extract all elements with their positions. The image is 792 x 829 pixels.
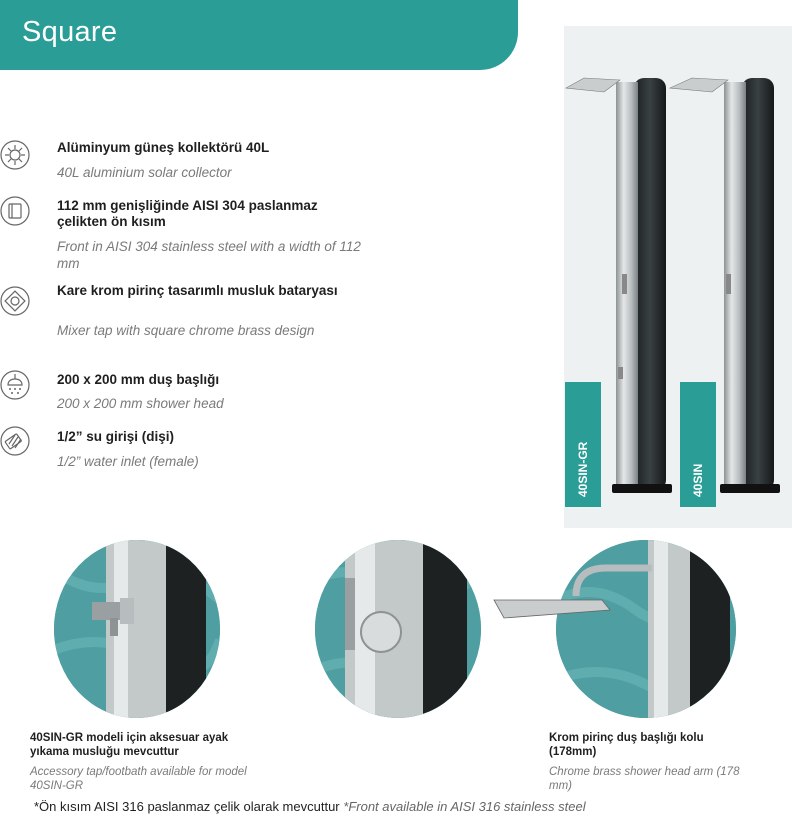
caption-title: 40SIN-GR modeli için aksesuar ayak yıkama musluğu mevcuttur: [30, 732, 229, 758]
feature-subtitle: 40L aluminium solar collector: [57, 165, 232, 180]
caption-right: [549, 731, 749, 793]
caption-title: Krom pirinç duş başlığı kolu (178mm): [549, 732, 704, 758]
shower-head-icon: [0, 370, 30, 400]
feature-item: [0, 196, 380, 276]
feature-item: [0, 370, 380, 420]
feature-title: 200 x 200 mm duş başlığı: [57, 372, 220, 387]
caption-left: [30, 731, 260, 793]
feature-title: 112 mm genişliğinde AISI 304 paslanmaz çelikten ön kısım: [57, 198, 318, 229]
model-tag: [680, 382, 716, 507]
detail-photo-footbath: [54, 540, 220, 718]
feature-title: Kare krom pirinç tasarımlı musluk bataryası: [57, 283, 338, 298]
footnote: [34, 799, 586, 814]
caption-subtitle: Chrome brass shower head arm (178 mm): [549, 766, 740, 792]
mixer-tap-icon: [0, 286, 30, 316]
feature-subtitle: 200 x 200 mm shower head: [57, 396, 224, 411]
feature-title: 1/2” su girişi (dişi): [57, 429, 175, 444]
page-title: Square: [22, 16, 118, 48]
model-label: 40SIN: [691, 463, 705, 497]
feature-item: [0, 282, 380, 362]
footnote-tr: *Ön kısım AISI 316 paslanmaz çelik olarak mevcuttur: [34, 799, 340, 814]
feature-item: [0, 140, 380, 190]
feature-item: [0, 426, 380, 476]
feature-subtitle: Front in AISI 304 stainless steel with a width of 112 mm: [57, 239, 361, 271]
panel-front-icon: [0, 196, 30, 226]
water-inlet-icon: [0, 426, 30, 456]
caption-subtitle: Accessory tap/footbath available for model 40SIN-GR: [30, 766, 247, 792]
detail-photo-mixer: [315, 540, 481, 718]
feature-subtitle: 1/2” water inlet (female): [57, 454, 199, 469]
header-banner: [0, 0, 518, 70]
model-tag: [565, 382, 601, 507]
shower-head-plate: [492, 588, 612, 628]
sun-icon: [0, 140, 30, 170]
feature-subtitle: Mixer tap with square chrome brass design: [57, 323, 315, 338]
footnote-en: *Front available in AISI 316 stainless steel: [343, 799, 586, 814]
model-label: 40SIN-GR: [576, 441, 590, 497]
feature-title: Alüminyum güneş kollektörü 40L: [57, 140, 270, 155]
detail-photo-shower-arm: [556, 540, 736, 718]
